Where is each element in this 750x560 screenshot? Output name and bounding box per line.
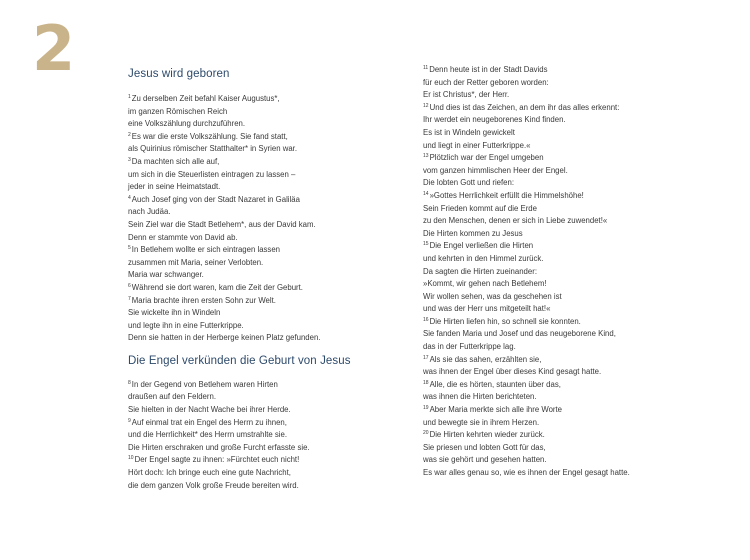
verse-number: 15 xyxy=(423,241,429,248)
verse-text: Die Hirten erschraken und große Furcht erfasste sie. xyxy=(128,442,310,452)
verse-line xyxy=(128,219,368,232)
verse-text: was sie gehört und gesehen hatten. xyxy=(423,455,547,465)
verse-block-3 xyxy=(423,64,663,480)
verse-text: Sie fanden Maria und Josef und das neugeborene Kind, xyxy=(423,329,616,339)
verse-number: 8 xyxy=(128,379,131,386)
verse-number: 3 xyxy=(128,156,131,163)
verse-line xyxy=(423,253,663,266)
verse-text: In Betlehem wollte er sich eintragen lassen xyxy=(131,245,281,255)
verse-text: draußen auf den Feldern. xyxy=(128,392,216,402)
verse-text: Sein Ziel war die Stadt Betlehem*, aus der David kam. xyxy=(128,219,316,229)
verse-text: Die Engel verließen die Hirten xyxy=(429,241,534,251)
right-column xyxy=(423,64,663,480)
verse-text: das in der Futterkrippe lag. xyxy=(423,342,516,352)
verse-number: 2 xyxy=(128,131,131,138)
verse-text: Zu derselben Zeit befahl Kaiser Augustus*, xyxy=(131,94,280,103)
left-column xyxy=(128,64,368,492)
verse-number: 4 xyxy=(128,194,131,201)
verse-text: Der Engel sagte zu ihnen: »Fürchtet euch nicht! xyxy=(134,455,300,465)
verse-line xyxy=(423,89,663,102)
verse-text: Denn er stammte von David ab. xyxy=(128,232,238,242)
verse-line xyxy=(423,328,663,341)
verse-line xyxy=(423,454,663,467)
verse-number: 6 xyxy=(128,282,131,289)
verse-text: Alle, die es hörten, staunten über das, xyxy=(429,379,561,389)
verse-line xyxy=(128,454,368,467)
verse-text: Denn sie hatten in der Herberge keinen Platz gefunden. xyxy=(128,333,321,343)
verse-text: Denn heute ist in der Stadt Davids xyxy=(429,65,548,74)
verse-line xyxy=(423,240,663,253)
verse-line xyxy=(128,417,368,430)
verse-line xyxy=(423,102,663,115)
verse-line xyxy=(423,177,663,190)
verse-text: und bewegte sie in ihrem Herzen. xyxy=(423,417,540,427)
verse-text: eine Volkszählung durchzuführen. xyxy=(128,119,246,129)
verse-text: jeder in seine Heimatstadt. xyxy=(128,182,221,192)
verse-line xyxy=(128,131,368,144)
verse-block-2 xyxy=(128,379,368,492)
verse-line xyxy=(423,228,663,241)
verse-line xyxy=(423,404,663,417)
verse-text: Auch Josef ging von der Stadt Nazaret in Galiläa xyxy=(131,194,300,204)
verse-line xyxy=(128,143,368,156)
verse-text: »Kommt, wir gehen nach Betlehem! xyxy=(423,279,547,289)
verse-number: 16 xyxy=(423,316,429,323)
chapter-number: 2 xyxy=(32,12,76,85)
verse-text: zu den Menschen, denen er sich in Liebe zuwendet!« xyxy=(423,216,608,226)
verse-number: 11 xyxy=(423,65,429,71)
verse-text: und liegt in einer Futterkrippe.« xyxy=(423,140,531,150)
verse-text: was ihnen die Hirten berichteten. xyxy=(423,392,537,402)
verse-line xyxy=(423,316,663,329)
verse-number: 14 xyxy=(423,190,429,197)
verse-line xyxy=(128,480,368,493)
verse-text: Maria brachte ihren ersten Sohn zur Welt. xyxy=(131,295,276,305)
verse-line xyxy=(423,442,663,455)
verse-line xyxy=(128,206,368,219)
verse-line xyxy=(128,332,368,345)
verse-text: Die Hirten liefen hin, so schnell sie konnten. xyxy=(429,316,581,326)
verse-text: Die Hirten kehrten wieder zurück. xyxy=(429,430,545,440)
verse-line xyxy=(128,169,368,182)
verse-text: um sich in die Steuerlisten eintragen zu lassen – xyxy=(128,169,296,179)
verse-line xyxy=(128,156,368,169)
verse-line xyxy=(423,379,663,392)
verse-text: Es war alles genau so, wie es ihnen der Engel gesagt hatte. xyxy=(423,468,630,477)
verse-line xyxy=(423,215,663,228)
section-heading-angels: Die Engel verkünden die Geburt von Jesus xyxy=(128,354,351,367)
verse-line xyxy=(423,152,663,165)
verse-line xyxy=(423,391,663,404)
verse-text: was ihnen der Engel über dieses Kind gesagt hatte. xyxy=(423,367,602,377)
verse-text: Es ist in Windeln gewickelt xyxy=(423,127,515,137)
verse-line xyxy=(423,303,663,316)
verse-line xyxy=(423,127,663,140)
verse-text: Da sagten die Hirten zueinander: xyxy=(423,266,537,276)
verse-text: Sie hielten in der Nacht Wache bei ihrer Herde. xyxy=(128,405,291,415)
verse-text: Die lobten Gott und riefen: xyxy=(423,178,515,188)
verse-text: und was der Herr uns mitgeteilt hat!« xyxy=(423,304,551,314)
verse-text: zusammen mit Maria, seiner Verlobten. xyxy=(128,257,264,267)
verse-text: Sie priesen und lobten Gott für das, xyxy=(423,442,546,452)
verse-line xyxy=(128,244,368,257)
verse-line xyxy=(423,140,663,153)
verse-text: und die Herrlichkeit* des Herrn umstrahlte sie. xyxy=(128,430,288,440)
verse-number: 13 xyxy=(423,153,429,160)
verse-line xyxy=(128,93,368,106)
verse-line xyxy=(128,379,368,392)
verse-line xyxy=(423,64,663,77)
verse-line xyxy=(128,429,368,442)
verse-text: und legte ihn in eine Futterkrippe. xyxy=(128,320,244,330)
verse-text: »Gottes Herrlichkeit erfüllt die Himmelshöhe! xyxy=(429,190,584,200)
verse-text: nach Judäa. xyxy=(128,207,171,217)
verse-line xyxy=(423,417,663,430)
verse-number: 20 xyxy=(423,430,429,437)
verse-line xyxy=(423,429,663,442)
verse-text: Ihr werdet ein neugeborenes Kind finden. xyxy=(423,115,566,125)
verse-text: Er ist Christus*, der Herr. xyxy=(423,90,510,100)
verse-line xyxy=(128,467,368,480)
verse-text: Es war die erste Volkszählung. Sie fand statt, xyxy=(131,131,288,141)
verse-text: vom ganzen himmlischen Heer der Engel. xyxy=(423,165,568,175)
verse-line xyxy=(423,77,663,90)
verse-number: 12 xyxy=(423,102,429,109)
verse-number: 10 xyxy=(128,455,134,462)
verse-text: im ganzen Römischen Reich xyxy=(128,106,228,116)
verse-line xyxy=(128,181,368,194)
verse-line xyxy=(423,366,663,379)
verse-text: Hört doch: Ich bringe euch eine gute Nachricht, xyxy=(128,468,291,478)
verse-text: und kehrten in den Himmel zurück. xyxy=(423,253,544,263)
verse-text: Wir wollen sehen, was da geschehen ist xyxy=(423,291,562,301)
verse-text: Auf einmal trat ein Engel des Herrn zu ihnen, xyxy=(131,417,287,427)
verse-text: Und dies ist das Zeichen, an dem ihr das alles erkennt: xyxy=(429,102,620,112)
verse-line xyxy=(128,194,368,207)
verse-number: 1 xyxy=(128,94,131,100)
verse-line xyxy=(128,307,368,320)
verse-line xyxy=(423,278,663,291)
section-heading-jesus-born: Jesus wird geboren xyxy=(128,68,230,80)
verse-block-1 xyxy=(128,93,368,345)
verse-number: 19 xyxy=(423,405,429,412)
verse-line xyxy=(128,282,368,295)
verse-line xyxy=(423,165,663,178)
verse-text: Sein Frieden kommt auf die Erde xyxy=(423,203,537,213)
verse-text: als Quirinius römischer Statthalter* in Syrien war. xyxy=(128,144,297,154)
verse-line xyxy=(128,269,368,282)
verse-text: Während sie dort waren, kam die Zeit der Geburt. xyxy=(131,282,303,292)
verse-text: die dem ganzen Volk große Freude bereiten wird. xyxy=(128,480,299,490)
verse-line xyxy=(128,118,368,131)
verse-line xyxy=(423,291,663,304)
verse-text: Maria war schwanger. xyxy=(128,270,204,280)
verse-text: Sie wickelte ihn in Windeln xyxy=(128,308,221,318)
verse-text: Als sie das sahen, erzählten sie, xyxy=(429,354,542,364)
verse-text: Die Hirten kommen zu Jesus xyxy=(423,228,523,238)
verse-text: Plötzlich war der Engel umgeben xyxy=(429,153,544,163)
verse-text: für euch der Retter geboren worden: xyxy=(423,77,549,87)
verse-line xyxy=(423,190,663,203)
verse-number: 9 xyxy=(128,417,131,424)
verse-line xyxy=(423,354,663,367)
verse-text: Da machten sich alle auf, xyxy=(131,156,220,166)
verse-line xyxy=(128,295,368,308)
verse-number: 5 xyxy=(128,245,131,252)
verse-text: In der Gegend von Betlehem waren Hirten xyxy=(131,379,278,389)
verse-line xyxy=(128,320,368,333)
verse-line xyxy=(423,114,663,127)
verse-line xyxy=(128,404,368,417)
verse-text: Aber Maria merkte sich alle ihre Worte xyxy=(429,405,563,415)
verse-number: 17 xyxy=(423,354,429,361)
verse-line xyxy=(423,266,663,279)
verse-line xyxy=(128,391,368,404)
verse-line xyxy=(128,232,368,245)
verse-line xyxy=(423,341,663,354)
verse-number: 18 xyxy=(423,379,429,386)
verse-line xyxy=(423,467,663,480)
verse-line xyxy=(128,106,368,119)
verse-line xyxy=(128,442,368,455)
verse-number: 7 xyxy=(128,295,131,302)
verse-line xyxy=(423,203,663,216)
verse-line xyxy=(128,257,368,270)
